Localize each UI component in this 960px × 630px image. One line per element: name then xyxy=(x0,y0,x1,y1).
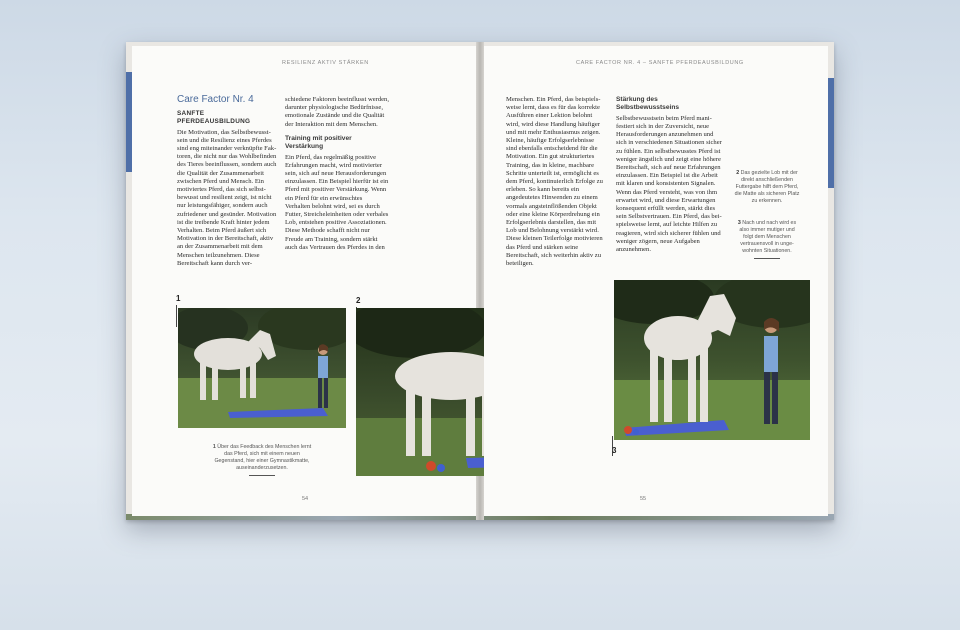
section-heading-training: Training mit positiver Verstärkung xyxy=(285,134,352,151)
right-column-2 xyxy=(616,96,722,254)
left-column-1 xyxy=(177,96,277,268)
right-column-1 xyxy=(506,96,606,268)
horse-mat-photo-1 xyxy=(178,308,346,428)
caption-1-rule xyxy=(249,475,275,476)
margin-note-2 xyxy=(734,170,800,205)
left-running-head: RESILIENZ AKTIV STÄRKEN xyxy=(282,60,369,66)
figure-3-label: 3 xyxy=(612,446,617,455)
note-2-text: Das gezielte Lob mit der direkt anschließenden Futtergabe hilft dem Pferd, die Matte als sicheren Platz zu erkennen. xyxy=(734,170,800,204)
figure-1-label: 1 xyxy=(176,294,181,303)
left-page-number: 54 xyxy=(302,496,309,502)
caption-1-text: Über das Feedback des Menschen lernt das Pferd, sich mit einem neuen Gegenstand, hier einer Gymnastikmatte, auseinanderzusetzen. xyxy=(214,444,312,471)
horse-mat-photo-3 xyxy=(614,280,810,440)
left-col1-text: Die Motivation, das Selbstbewusstsein und die Resilienz eines Pferdes sind eng miteinander verknüpfte Faktoren, die nicht nur das Wohlbefinden des Tieres beeinflussen, sondern auch die Qualität der Zusammenarbeit zwischen Pferd und Mensch. Ein motiviertes Pferd, das sich selbstbewusst und resilient zeigt, ist nicht nur leistungsfähiger, sondern auch zufriedener und gesünder. Motivation ist die treibende Kraft hinter jedem Verhalten. Beim Pferd äußert sich Motivation in der Bereitschaft, aktiv an der Zusammenarbeit mit dem Menschen teilzunehmen. Diese Bereitschaft kann durch ver- xyxy=(177,128,277,267)
chapter-subtitle: SANFTE PFERDEAUSBILDUNG xyxy=(177,110,251,126)
note-3-text: Nach und nach wird es also immer mutiger und folgt dem Menschen vertrauensvoll in ungewohnten Situationen. xyxy=(739,220,797,254)
figure-2-label: 2 xyxy=(356,296,361,305)
right-col2-text: Selbstbewusstsein beim Pferd manifestiert sich in der Zuversicht, neue Herausforderungen anzunehmen und sich in verschiedenen Situationen sicher zu fühlen. Ein selbstbewusstes Pferd ist weniger ängstlich und zeigt eine höhere Bereitschaft, sich auf neue Erfahrungen einzulassen. Ein Beispiel ist die Arbeit mit klaren und konsistenten Signalen. Wenn das Pferd versteht, was von ihm erwartet wird, und diese Erwartungen konsequent erfüllt werden, stärkt dies sein Selbstvertrauen. Ein Pferd, das beispielsweise lernt, auf leichte Hilfen zu reagieren, wird sich sicherer fühlen und weniger zögern, neue Aufgaben anzunehmen. xyxy=(616,114,722,254)
figure-1-photo xyxy=(178,308,346,428)
figure-3-photo xyxy=(614,280,810,440)
figure-1-caption xyxy=(212,444,312,476)
right-page-number: 55 xyxy=(640,496,647,502)
caption-1-number: 1 xyxy=(212,444,216,450)
right-col1-text: Menschen. Ein Pferd, das beispielsweise lernt, dass es für das korrekte Ausführen einer Lektion belohnt wird, wird diese Handlung häufiger und mit mehr Enthusiasmus zeigen. Kleine, häufige Erfolgserlebnisse sind ebenfalls entscheidend für die Motivation. Ein gut strukturiertes Training, das in kleine, machbare Schritte unterteilt ist, ermöglicht es dem Pferd, kontinuierlich Erfolge zu erleben. So kann bereits ein angedeutetes Hinwenden zu einem vormals angsteinflößenden Objekt oder eine kleine Körperdrehung ein Erfolgserlebnis darstellen, das mit Lob und Belohnung verstärkt wird. Diese kleinen Teilerfolge motivieren das Pferd und stärken seine Bereitschaft, sich weiterhin aktiv zu beteiligen. xyxy=(506,96,603,268)
chapter-title: Care Factor Nr. 4 xyxy=(177,94,254,105)
book-edge-right xyxy=(828,78,834,188)
margin-note-3 xyxy=(734,220,800,259)
right-running-head: CARE FACTOR NR. 4 – SANFTE PFERDEAUSBILDUNG xyxy=(576,60,744,66)
left-col2-text-b: Ein Pferd, das regelmäßig positive Erfahrungen macht, wird motivierter sein, sich auf neue Herausforderungen einzulassen. Ein Beispiel hierfür ist ein Pferd mit positiver Verstärkung. Wenn ein Pferd für ein erwünschtes Verhalten belohnt wird, sei es durch Futter, Streicheleinheiten oder verbales Lob, entstehen positive Assoziationen. Diese Methode schafft nicht nur Freude am Training, sondern stärkt auch das Vertrauen des Pferdes in den xyxy=(285,153,389,251)
section-heading-selbstbewusstsein: Stärkung des Selbstbewusstseins xyxy=(616,96,680,112)
right-page-content xyxy=(484,46,828,516)
note-3-number: 3 xyxy=(737,220,741,226)
note-3-rule xyxy=(754,258,780,259)
open-book xyxy=(126,42,834,520)
note-2-number: 2 xyxy=(736,170,740,176)
left-col2-text-a: schiedene Faktoren beeinflusst werden, darunter physiologische Bedürfnisse, emotionale Zustände und die Qualität der Interaktion mit dem Menschen. xyxy=(285,96,389,128)
figure-1-line xyxy=(176,305,177,327)
left-column-2 xyxy=(285,96,389,252)
